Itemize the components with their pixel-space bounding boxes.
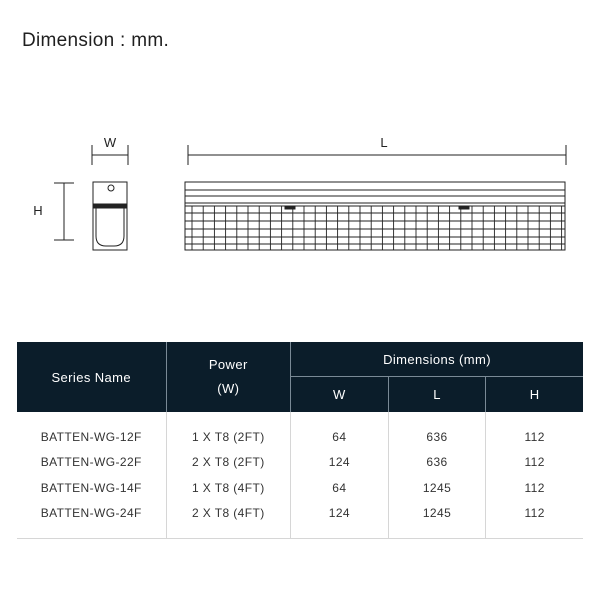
cell-power: 1 X T8 (4FT) [166,475,291,501]
cell-series: BATTEN-WG-14F [40,480,142,495]
cell-power: 1 X T8 (2FT) [166,412,291,450]
header-power [166,342,291,412]
height-label: H [33,203,43,218]
cell-series: BATTEN-WG-24F [17,501,166,539]
side-view [185,182,565,250]
table-row [17,501,583,539]
header-w: W [291,377,389,413]
cell-w: 64 [291,475,389,501]
header-power-unit: (W) [217,381,240,396]
cell-l: 1245 [388,501,486,539]
cell-w: 124 [291,450,389,476]
table-row [17,412,583,450]
cell-l: 636 [388,450,486,476]
end-view [93,182,127,250]
header-power-label: Power [208,357,248,372]
header-series-name: Series Name [17,342,166,412]
cell-power: 2 X T8 (2FT) [166,450,291,476]
table-row [17,475,583,501]
length-dimension [188,145,566,165]
cell-w: 124 [291,501,389,539]
cell-h: 112 [486,475,583,501]
header-l: L [388,377,486,413]
height-dimension [54,183,74,240]
dimension-drawing [0,0,600,300]
cell-l: 636 [388,412,486,450]
cell-power: 2 X T8 (4FT) [166,501,291,539]
page-title: Dimension : mm. [22,30,170,51]
cell-l: 1245 [388,475,486,501]
cell-h: 112 [486,450,583,476]
cell-h: 112 [486,412,583,450]
cell-h: 112 [486,501,583,539]
header-dimensions: Dimensions (mm) [291,342,583,377]
cell-series: BATTEN-WG-12F [40,429,142,444]
cell-w: 64 [291,412,389,450]
specification-table [17,342,583,539]
table-row [17,450,583,476]
width-label: W [103,135,117,150]
header-h: H [486,377,583,413]
wire-guard-grid [185,206,565,250]
cell-series: BATTEN-WG-22F [40,455,142,470]
length-label: L [380,135,388,150]
